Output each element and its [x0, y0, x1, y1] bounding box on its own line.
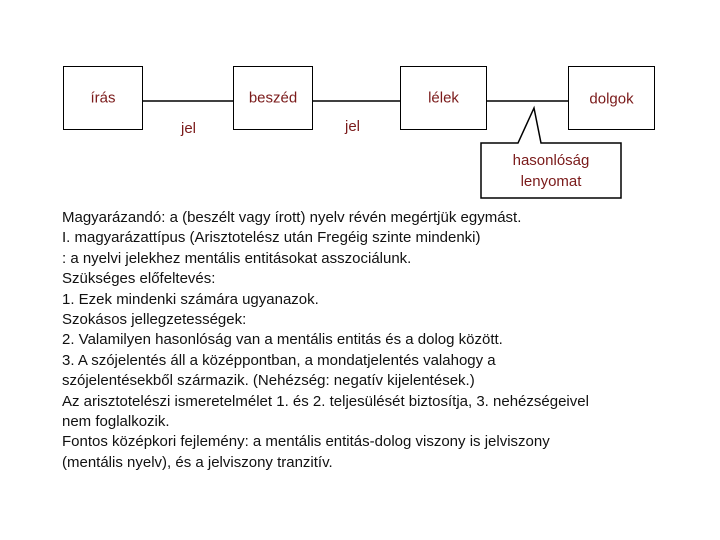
- body-text: [62, 208, 702, 473]
- body-line: nem foglalkozik.: [62, 413, 170, 431]
- box-dolgok: [568, 66, 655, 130]
- body-line: : a nyelvi jelekhez mentális entitásokat asszociálunk.: [62, 249, 412, 267]
- box-lelek-label: lélek: [428, 89, 459, 107]
- body-line: szójelentésekből származik. (Nehézség: negatív kijelentések.): [62, 372, 475, 390]
- body-line: Fontos középkori fejlemény: a mentális entitás-dolog viszony is jelviszony: [62, 433, 550, 451]
- label-jel-right: jel: [345, 118, 361, 135]
- body-line: Az arisztotelészi ismeretelmélet 1. és 2. teljesülését biztosítja, 3. nehézségeivel: [62, 392, 589, 410]
- body-line: 2. Valamilyen hasonlóság van a mentális entitás és a dolog között.: [62, 331, 503, 349]
- box-beszed: [233, 66, 313, 130]
- box-beszed-label: beszéd: [248, 89, 298, 107]
- body-line: I. magyarázattípus (Arisztotelész után Fregéig szinte mindenki): [62, 229, 481, 247]
- box-iras-label: írás: [90, 89, 116, 107]
- box-dolgok-label: dolgok: [589, 90, 634, 108]
- callout-line-2: lenyomat: [520, 173, 582, 190]
- box-iras: [63, 66, 143, 130]
- body-line: Magyarázandó: a (beszélt vagy írott) nyelv révén megértjük egymást.: [62, 209, 522, 226]
- body-line: 1. Ezek mindenki számára ugyanazok.: [62, 290, 319, 308]
- body-line: Szokásos jellegzetességek:: [62, 311, 247, 329]
- callout-text: [481, 150, 621, 192]
- body-line: Szükséges előfeltevés:: [62, 270, 216, 288]
- label-jel-left: jel: [181, 120, 197, 137]
- callout-line-1: hasonlóság: [512, 152, 590, 169]
- body-line: (mentális nyelv), és a jelviszony tranzitív.: [62, 453, 333, 471]
- body-line: 3. A szójelentés áll a középpontban, a mondatjelentés valahogy a: [62, 351, 496, 369]
- box-lelek: [400, 66, 487, 130]
